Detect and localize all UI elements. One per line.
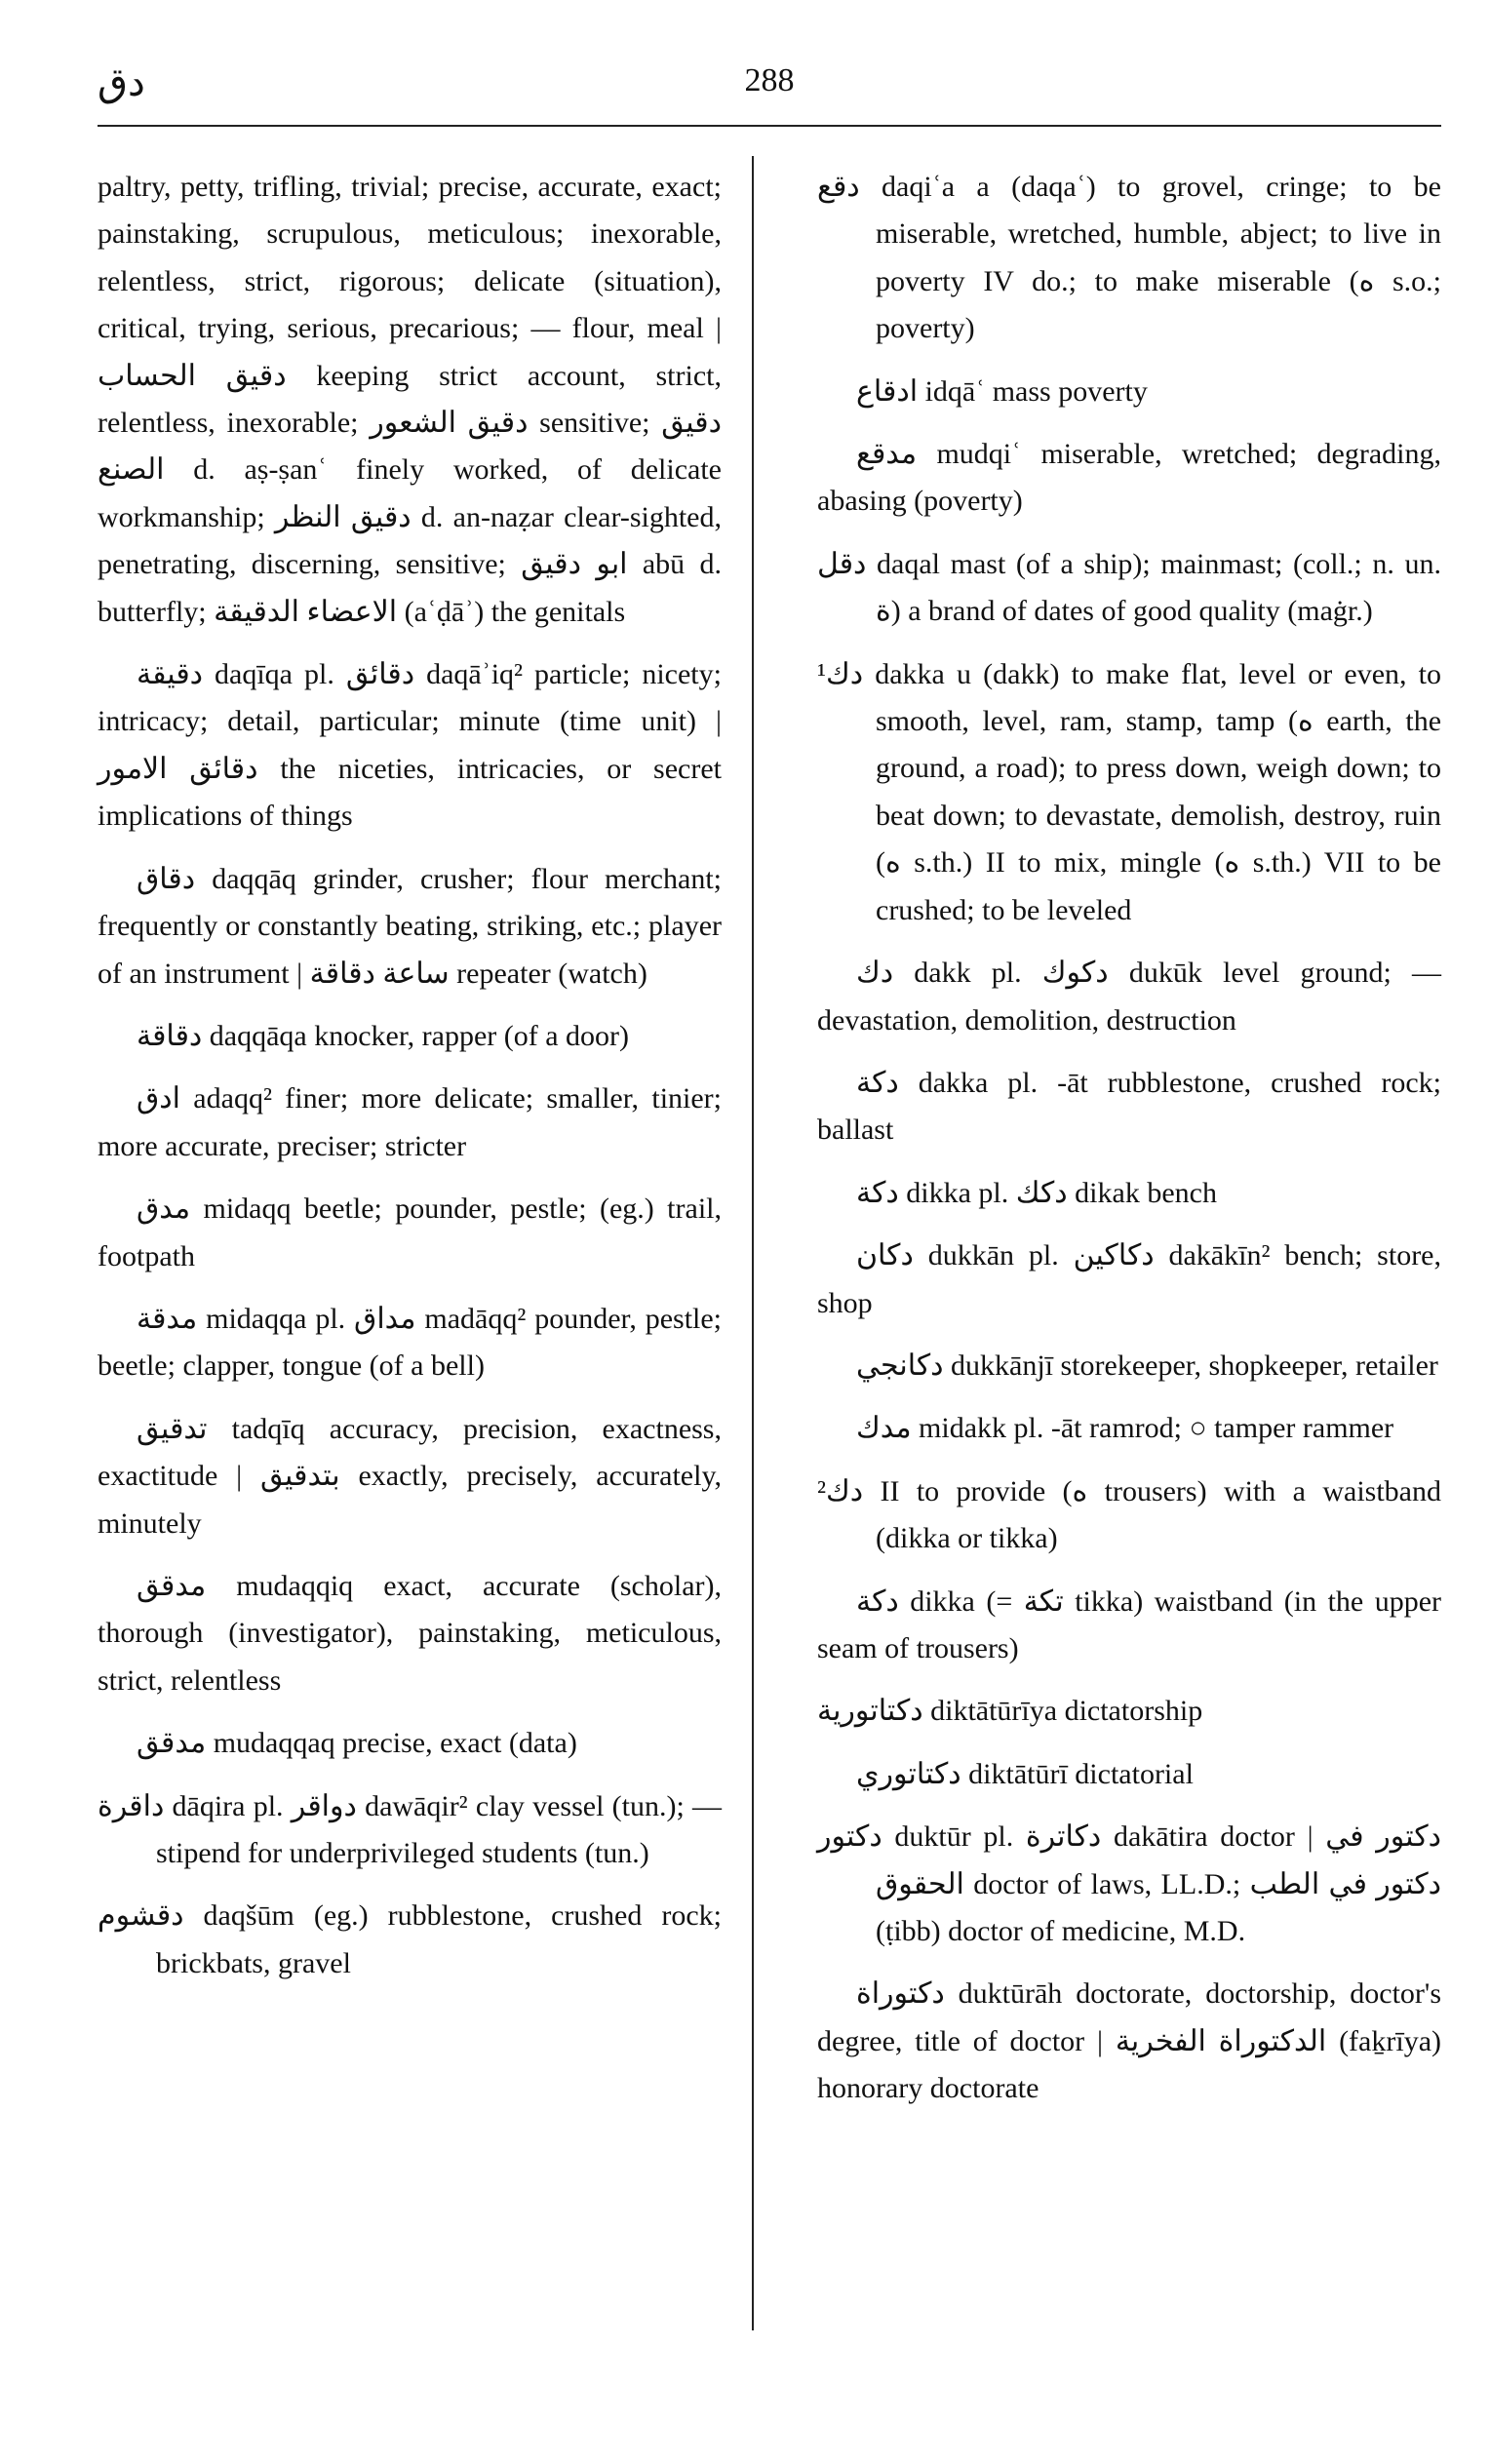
dictionary-entry: دكتور duktūr pl. دكاترة dakātira doctor | دكتور في الحقوق doctor of laws, LL.D.; دكتور في الطب (ṭibb) doctor of medicine, M.D. bbox=[817, 1820, 1441, 1947]
dictionary-entry: مدقة midaqqa pl. مداق madāqq² pounder, pestle; beetle; clapper, tongue (of a bell) bbox=[98, 1302, 723, 1383]
dictionary-entry: تدقيق tadqīq accuracy, precision, exactness, exactitude | بتدقيق exactly, precisely, accurately, minutely bbox=[98, 1412, 722, 1540]
dictionary-entry: دكتاتوري diktātūrī dictatorial bbox=[856, 1757, 1194, 1790]
dictionary-entry: دقاقة daqqāqa knocker, rapper (of a door) bbox=[137, 1019, 630, 1052]
page-header bbox=[98, 60, 1441, 119]
header-arabic-root: دق bbox=[98, 60, 145, 105]
dictionary-entry: داقرة dāqira pl. دواقر dawāqir² clay vessel (tun.); — stipend for underprivileged students (tun.) bbox=[98, 1789, 722, 1869]
dictionary-entry: دقاق daqqāq grinder, crusher; flour merchant; frequently or constantly beating, striking, etc.; player of an instrument | ساعة دقاقة repeater (watch) bbox=[98, 862, 722, 990]
dictionary-entry: دكان dukkān pl. دكاكين dakākīn² bench; store, shop bbox=[817, 1239, 1441, 1319]
dictionary-entry: ادقاع idqāʿ mass poverty bbox=[856, 374, 1148, 408]
dictionary-entry: دكتاتورية diktātūrīya dictatorship bbox=[817, 1695, 1203, 1728]
dictionary-entry: دقشوم daqšūm (eg.) rubblestone, crushed rock; brickbats, gravel bbox=[98, 1899, 722, 1979]
dictionary-entry: دكة dakka pl. -āt rubblestone, crushed rock; ballast bbox=[817, 1066, 1441, 1147]
header-rule bbox=[98, 125, 1441, 127]
dictionary-entry: دكة dikka (= تكة tikka) waistband (in the upper seam of trousers) bbox=[817, 1584, 1441, 1664]
dictionary-entry: مدق midaqq beetle; pounder, pestle; (eg.) trail, footpath bbox=[98, 1193, 722, 1272]
right-column bbox=[817, 164, 1441, 2129]
dictionary-entry: دك dakk pl. دكوك dukūk level ground; — devastation, demolition, destruction bbox=[817, 957, 1441, 1036]
dictionary-entry: دكتوراة duktūrāh doctorate, doctorship, doctor's degree, title of doctor | الدكتوراة الفخرية (faḵrīya) honorary doctorate bbox=[817, 1977, 1441, 2105]
dictionary-entry: دكة dikka pl. دكك dikak bench bbox=[856, 1176, 1217, 1209]
dictionary-entry: مدقق mudaqqaq precise, exact (data) bbox=[137, 1727, 577, 1760]
dictionary-entry: paltry, petty, trifling, trivial; precise, accurate, exact; painstaking, scrupulous, meticulous; inexorable, relentless, strict, rigorous; delicate (situation), critical, trying, serious, precarious; — flour, meal | دقيق الحساب keeping strict account, strict, relentless, inexorable; دقيق الشعور sensitive; دقيق الصنع d. aṣ-ṣanʿ finely worked, of delicate workmanship; دقيق النظر d. an-naẓar clear-sighted, penetrating, discerning, sensitive; ابو دقيق abū d. butterfly; الاعضاء الدقيقة (aʿḍāʾ) the genitals bbox=[98, 171, 723, 628]
dictionary-entry: دكانجي dukkānjī storekeeper, shopkeeper, retailer bbox=[856, 1349, 1438, 1382]
dictionary-entry: مدقع mudqiʿ miserable, wretched; degrading, abasing (poverty) bbox=[817, 438, 1441, 518]
left-column bbox=[98, 164, 722, 2003]
dictionary-entry: مدك midakk pl. -āt ramrod; ○ tamper rammer bbox=[856, 1412, 1394, 1445]
dictionary-entry: ²دك II to provide (ه trousers) with a waistband (dikka or tikka) bbox=[817, 1474, 1441, 1555]
dictionary-entry: مدقق mudaqqiq exact, accurate (scholar), thorough (investigator), painstaking, meticulous, strict, relentless bbox=[98, 1569, 722, 1697]
column-divider bbox=[752, 156, 754, 2330]
dictionary-entry: دقل daqal mast (of a ship); mainmast; (coll.; n. un. ة) a brand of dates of good quality (maġr.) bbox=[817, 547, 1441, 628]
page-number: 288 bbox=[744, 62, 795, 98]
dictionary-entry: ¹دك dakka u (dakk) to make flat, level or even, to smooth, level, ram, stamp, tamp (ه earth, the ground, a road); to press down, weigh down; to beat down; to devastate, demolish, destroy, ruin (ه s.th.) II to mix, mingle (ه s.th.) VII to be crushed; to be leveled bbox=[817, 657, 1442, 926]
dictionary-entry: دقع daqiʿa a (daqaʿ) to grovel, cringe; to be miserable, wretched, humble, abject; to live in poverty IV do.; to make miserable (ه s.o.; poverty) bbox=[817, 171, 1442, 345]
dictionary-entry: ادق adaqq² finer; more delicate; smaller, tinier; more accurate, preciser; stricter bbox=[98, 1082, 722, 1162]
dictionary-entry: دقيقة daqīqa pl. دقائق daqāʾiq² particle; nicety; intricacy; detail, particular; minute (time unit) | دقائق الامور the niceties, intricacies, or secret implications of things bbox=[98, 658, 722, 833]
